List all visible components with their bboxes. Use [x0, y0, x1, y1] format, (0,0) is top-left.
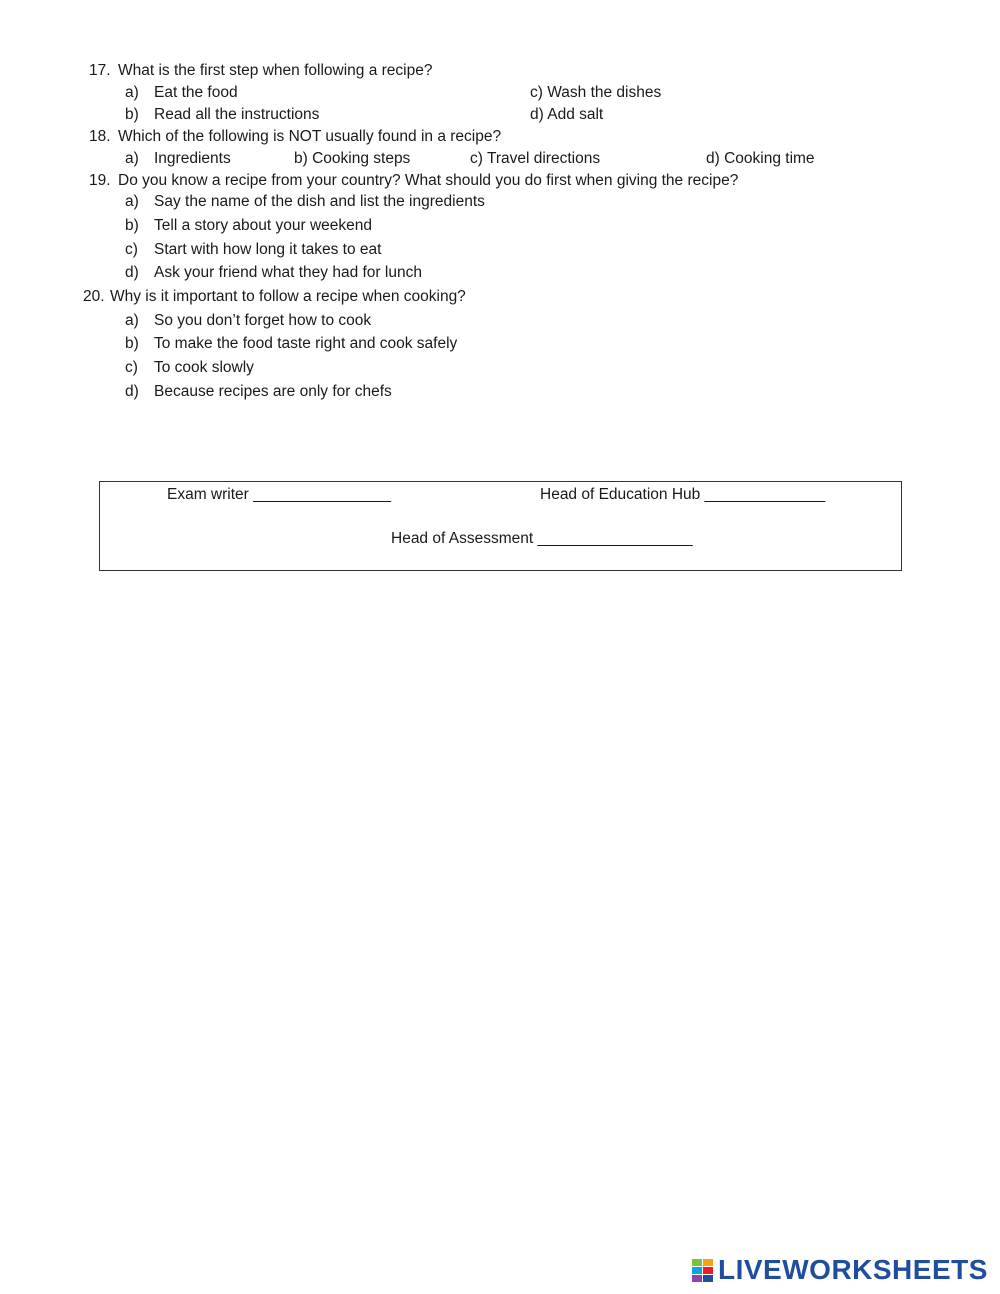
option-text: Eat the food	[154, 84, 238, 101]
question-text: Why is it important to follow a recipe when cooking?	[110, 288, 466, 305]
option-text: So you don’t forget how to cook	[154, 312, 372, 329]
option-label: a)	[125, 150, 139, 167]
option-18b[interactable]	[294, 149, 410, 169]
option-text: b) Cooking steps	[294, 150, 411, 167]
question-number: 17.	[89, 62, 111, 79]
question-text: Which of the following is NOT usually found in a recipe?	[118, 128, 502, 145]
option-text: d) Add salt	[530, 106, 604, 123]
option-label: c)	[125, 359, 138, 376]
option-label: d)	[125, 383, 139, 400]
option-text: To cook slowly	[154, 359, 254, 376]
option-text: Read all the instructions	[154, 106, 320, 123]
liveworksheets-logo	[692, 1255, 988, 1285]
option-text: Ingredients	[154, 150, 231, 167]
option-label: b)	[125, 106, 139, 123]
option-text: d) Cooking time	[706, 150, 815, 167]
question-text: What is the first step when following a recipe?	[118, 62, 433, 79]
option-20a[interactable]	[125, 311, 371, 331]
question-18	[89, 127, 501, 147]
option-text: Ask your friend what they had for lunch	[154, 264, 422, 281]
option-text: Start with how long it takes to eat	[154, 241, 382, 258]
question-text: Do you know a recipe from your country? What should you do first when giving the recipe?	[118, 172, 739, 189]
option-label: b)	[125, 335, 139, 352]
question-number: 20.	[83, 288, 105, 305]
option-19a[interactable]	[125, 192, 485, 212]
option-17a[interactable]	[125, 83, 238, 103]
signature-box	[99, 481, 902, 571]
question-17	[89, 61, 432, 81]
logo-text: LIVEWORKSHEETS	[718, 1254, 988, 1285]
option-18d[interactable]	[706, 149, 815, 169]
option-text: To make the food taste right and cook safely	[154, 335, 458, 352]
head-assessment-signature: Head of Assessment __________________	[391, 530, 693, 547]
option-20d[interactable]	[125, 382, 392, 402]
option-label: b)	[125, 217, 139, 234]
liveworksheets-icon	[692, 1257, 714, 1283]
option-text: c) Travel directions	[470, 150, 601, 167]
question-20	[83, 287, 466, 307]
option-19b[interactable]	[125, 216, 372, 236]
option-label: a)	[125, 193, 139, 210]
option-label: a)	[125, 84, 139, 101]
option-18a[interactable]	[125, 149, 231, 169]
exam-writer-signature: Exam writer ________________	[167, 486, 392, 503]
question-number: 19.	[89, 172, 111, 189]
question-19	[89, 171, 738, 191]
option-17b[interactable]	[125, 105, 319, 125]
option-label: c)	[125, 241, 138, 258]
option-20b[interactable]	[125, 334, 457, 354]
option-20c[interactable]	[125, 358, 254, 378]
option-text: c) Wash the dishes	[530, 84, 662, 101]
option-19d[interactable]	[125, 263, 422, 283]
head-education-hub-signature: Head of Education Hub ______________	[540, 486, 826, 503]
question-number: 18.	[89, 128, 111, 145]
option-text: Say the name of the dish and list the ingredients	[154, 193, 485, 210]
option-text: Tell a story about your weekend	[154, 217, 372, 234]
option-text: Because recipes are only for chefs	[154, 383, 392, 400]
option-17d[interactable]	[530, 105, 603, 125]
option-18c[interactable]	[470, 149, 600, 169]
option-label: a)	[125, 312, 139, 329]
option-label: d)	[125, 264, 139, 281]
option-17c[interactable]	[530, 83, 661, 103]
option-19c[interactable]	[125, 240, 381, 260]
